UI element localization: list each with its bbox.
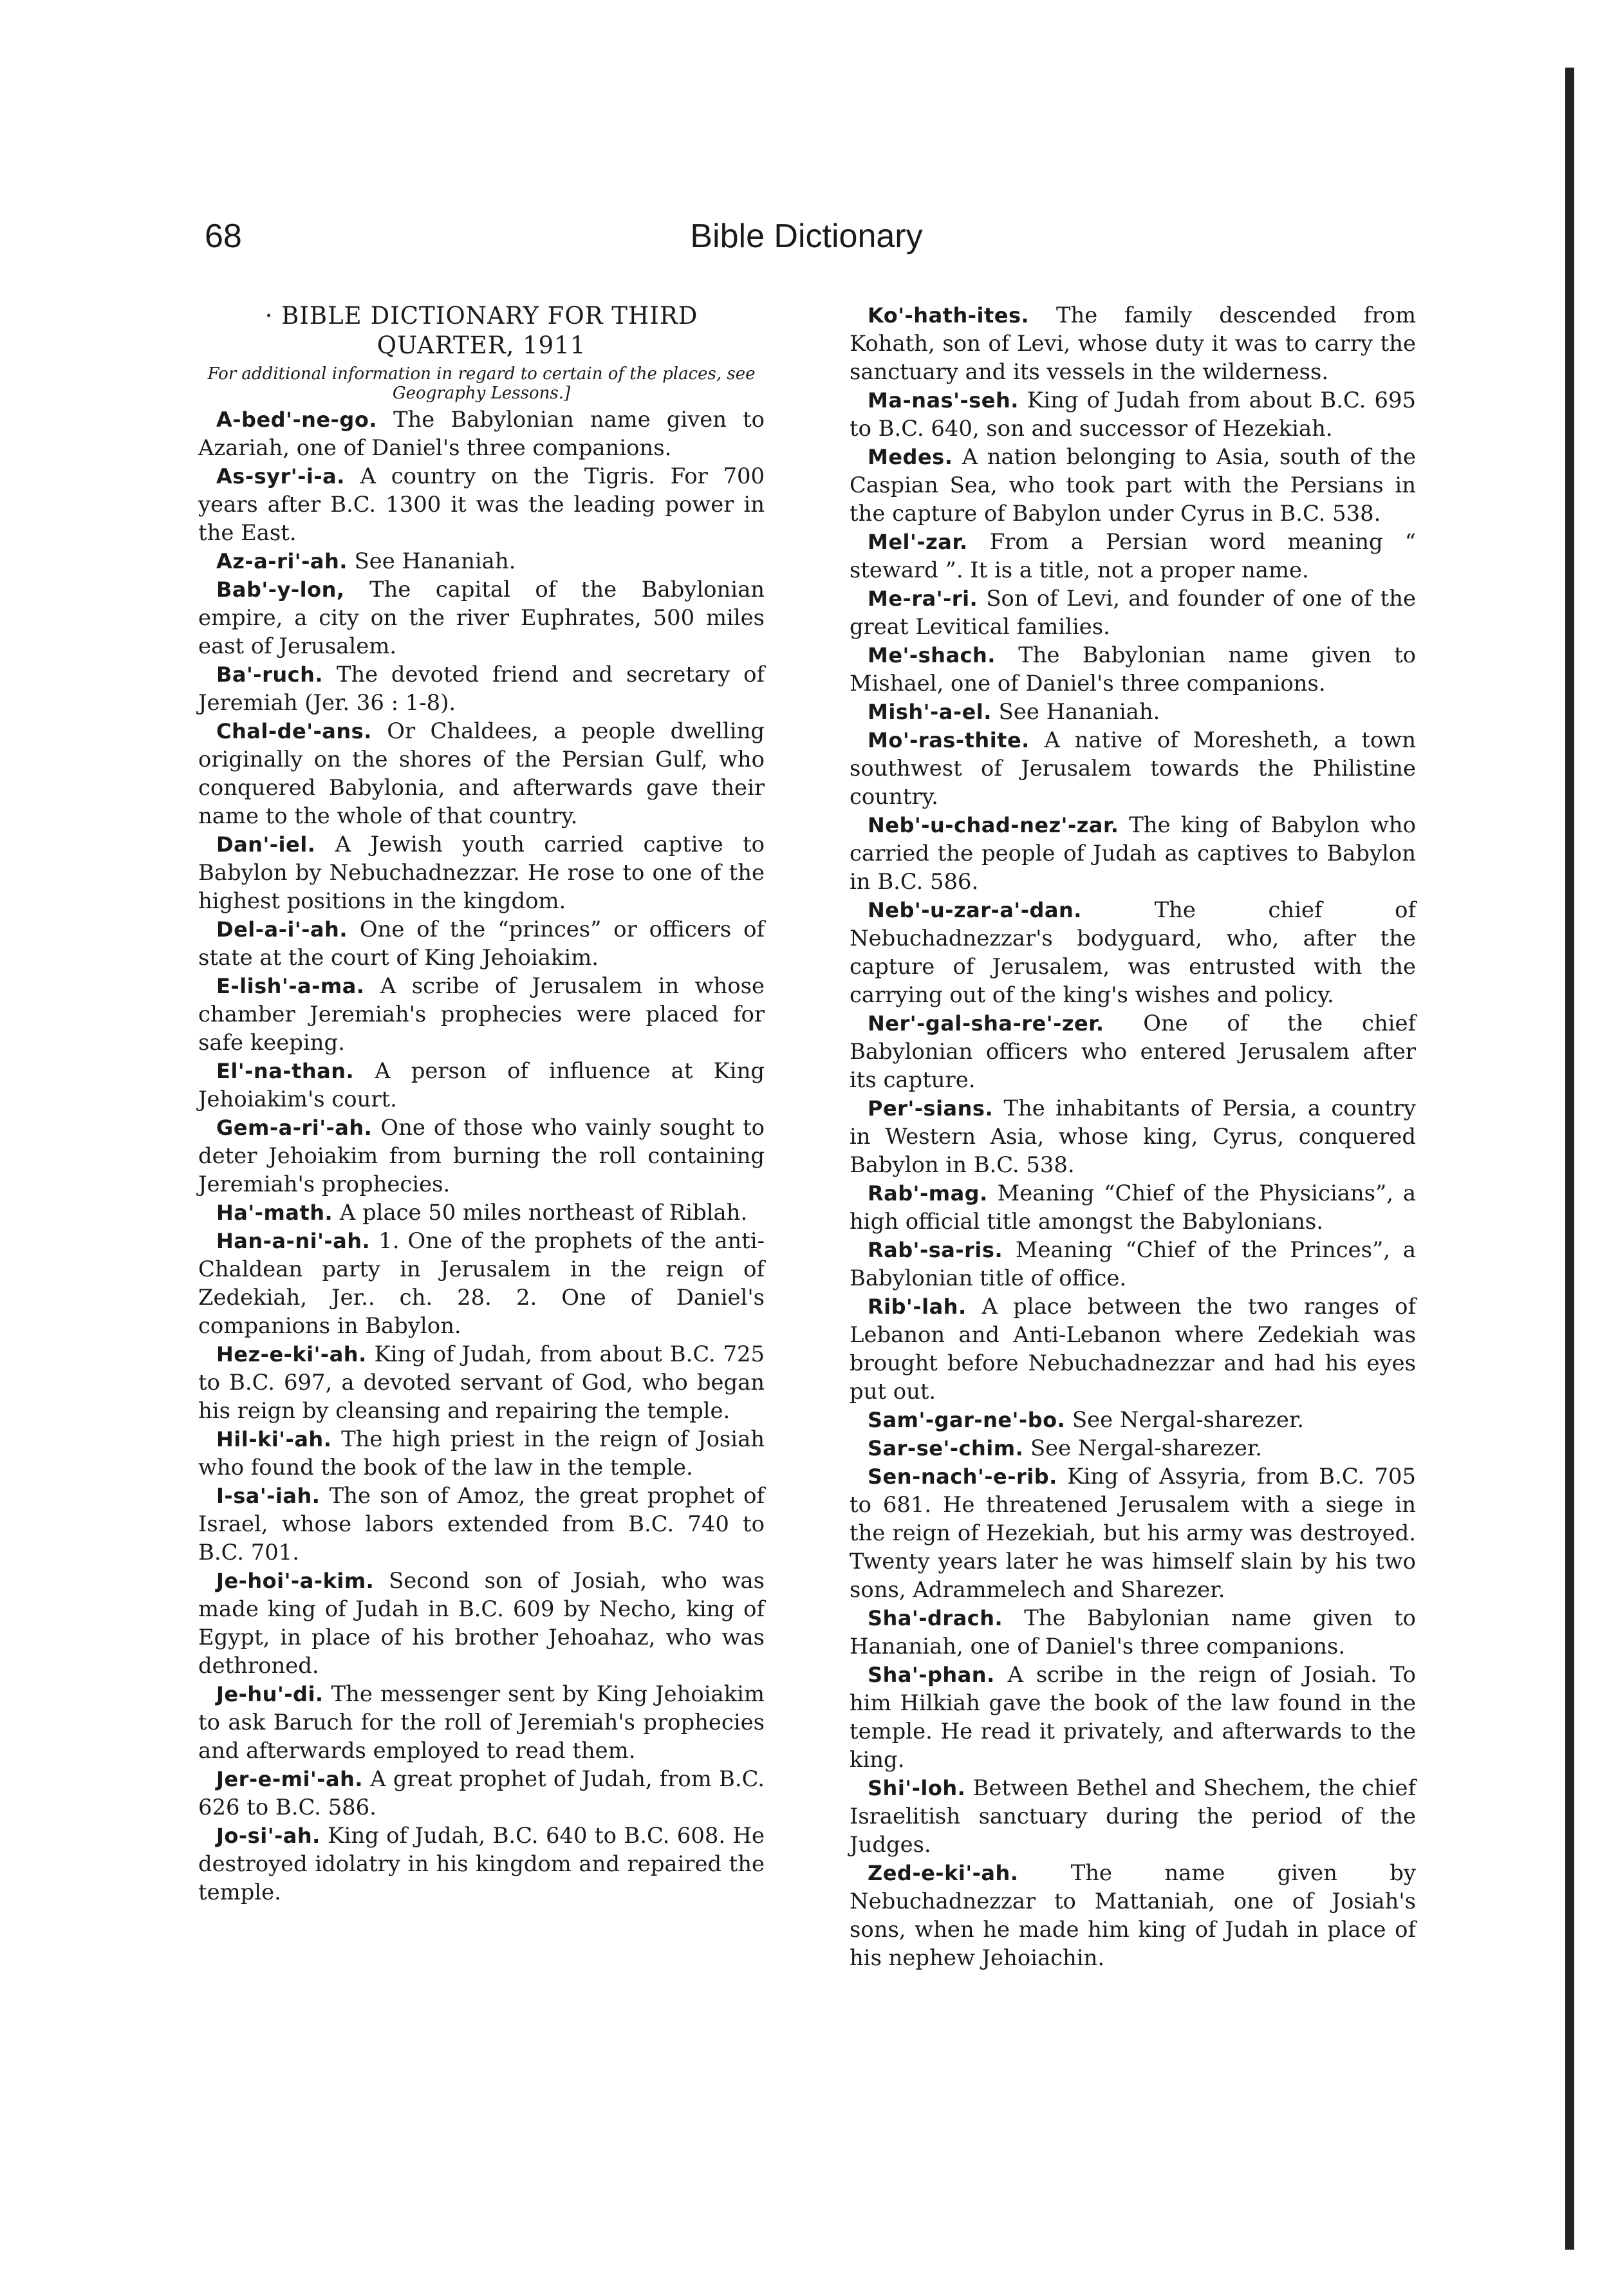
entry-definition: King of Assyria, from B.C. 705 to 681. He threatened Jerusalem with a siege in the reign of Hezekiah, but his army was destroyed. Twenty years later he was himself slain by his two sons, Adrammelech and Sharezer.: [850, 1464, 1417, 1602]
entry-term: Rab'-mag.: [868, 1181, 988, 1206]
entry-definition: A native of Moresheth, a town southwest of Jerusalem towards the Philistine country.: [850, 727, 1417, 809]
dictionary-entry: [198, 462, 765, 547]
dictionary-entry: [850, 1434, 1416, 1462]
entry-term: Ma-nas'-seh.: [868, 388, 1019, 413]
entry-definition: One of the chief Babylonian officers who entered Jerusalem after its capture.: [850, 1011, 1416, 1092]
entry-definition: Meaning “Chief of the Princes”, a Babylonian title of office.: [850, 1237, 1416, 1291]
entry-definition: Second son of Josiah, who was made king of Judah in B.C. 609 by Necho, king of Egypt, in place of his brother Jehoahaz, who was dethroned.: [198, 1568, 765, 1678]
dictionary-entry: [850, 386, 1416, 443]
dictionary-entry: [198, 1227, 765, 1340]
dictionary-entry: [198, 1482, 765, 1567]
entry-term: Me'-shach.: [868, 643, 996, 667]
entry-definition: A great prophet of Judah, from B.C. 626 to B.C. 586.: [198, 1766, 765, 1820]
dictionary-entry: [850, 1462, 1416, 1604]
entry-definition: The chief of Nebuchadnezzar's bodyguard, who, after the capture of Jerusalem, was entrusted with the carrying out of the king's wishes and policy.: [850, 897, 1416, 1007]
entry-term: Gem-a-ri'-ah.: [216, 1115, 373, 1140]
entry-term: Mel'-zar.: [868, 530, 968, 554]
page-number: 68: [205, 218, 242, 255]
entry-term: Me-ra'-ri.: [868, 586, 978, 611]
entry-term: As-syr'-i-a.: [216, 464, 345, 489]
dictionary-entry: [198, 1114, 765, 1199]
entry-term: Je-hoi'-a-kim.: [216, 1569, 375, 1593]
entry-definition: The capital of the Babylonian empire, a city on the river Euphrates, 500 miles east of Jerusalem.: [198, 577, 765, 658]
dictionary-entry: [198, 1199, 765, 1227]
entry-term: Rib'-lah.: [868, 1294, 967, 1319]
entry-term: Per'-sians.: [868, 1096, 994, 1121]
dictionary-entry: [850, 1179, 1416, 1236]
dictionary-entry: [850, 1859, 1416, 1972]
entry-term: Ha'-math.: [216, 1200, 333, 1225]
binding-edge: [1565, 68, 1574, 2250]
entry-definition: A nation belonging to Asia, south of the Caspian Sea, who took part with the Persians in the capture of Babylon under Cyrus in B.C. 538.: [850, 444, 1417, 526]
entry-term: Ko'-hath-ites.: [868, 303, 1030, 328]
entry-definition: The king of Babylon who carried the people of Judah as captives to Babylon in B.C. 586.: [850, 812, 1416, 894]
dictionary-entry: [850, 641, 1416, 698]
dictionary-entry: [850, 584, 1416, 641]
dictionary-entry: [198, 1425, 765, 1482]
entry-term: Mo'-ras-thite.: [868, 728, 1030, 752]
entry-term: Ba'-ruch.: [216, 662, 324, 687]
entry-definition: The family descended from Kohath, son of Levi, whose duty it was to carry the sanctuary and its vessels in the wilderness.: [850, 303, 1416, 384]
dictionary-entry: [850, 811, 1416, 896]
entry-definition: The Babylonian name given to Azariah, one of Daniel's three companions.: [198, 407, 765, 460]
entry-definition: See Hananiah.: [998, 699, 1160, 724]
dictionary-entry: [850, 896, 1416, 1009]
entry-term: Sam'-gar-ne'-bo.: [868, 1408, 1066, 1432]
entry-term: Hil-ki'-ah.: [216, 1427, 332, 1451]
dictionary-entry: [198, 660, 765, 717]
entry-definition: 1. One of the prophets of the anti-Chaldean party in Jerusalem in the reign of Zedekiah, Jer.. ch. 28. 2. One of Daniel's companions in Babylon.: [198, 1228, 765, 1338]
entry-definition: The Babylonian name given to Mishael, one of Daniel's three companions.: [850, 642, 1416, 696]
dictionary-entry: [850, 726, 1416, 811]
entry-definition: Between Bethel and Shechem, the chief Israelitish sanctuary during the period of the Judges.: [850, 1775, 1416, 1857]
entry-term: Del-a-i'-ah.: [216, 917, 348, 942]
entry-definition: See Nergal-sharezer.: [1030, 1435, 1263, 1461]
dictionary-entry: [198, 830, 765, 915]
entry-term: Rab'-sa-ris.: [868, 1238, 1003, 1262]
dictionary-entry: [198, 717, 765, 830]
entry-term: Sen-nach'-e-rib.: [868, 1464, 1057, 1489]
section-title: · BIBLE DICTIONARY FOR THIRD QUARTER, 1911: [265, 302, 698, 359]
dictionary-entry: [198, 915, 765, 972]
dictionary-entry: [198, 1765, 765, 1822]
entry-term: Medes.: [868, 445, 953, 469]
entry-definition: The Babylonian name given to Hananiah, one of Daniel's three companions.: [850, 1605, 1417, 1659]
entry-definition: A Jewish youth carried captive to Babylon by Nebuchadnezzar. He rose to one of the highest positions in the kingdom.: [198, 832, 765, 913]
dictionary-entry: [198, 1340, 765, 1425]
entry-definition: A place 50 miles northeast of Riblah.: [339, 1200, 748, 1225]
dictionary-entry: [850, 1236, 1416, 1293]
entry-definition: King of Judah from about B.C. 695 to B.C. 640, son and successor of Hezekiah.: [850, 387, 1416, 441]
entry-definition: A country on the Tigris. For 700 years after B.C. 1300 it was the leading power in the East.: [198, 463, 765, 545]
entry-term: A-bed'-ne-go.: [216, 407, 377, 432]
entry-definition: A scribe in the reign of Josiah. To him Hilkiah gave the book of the law found in the temple. He read it privately, and afterwards to the king.: [850, 1662, 1416, 1772]
dictionary-entry: [850, 1604, 1416, 1661]
entry-term: Hez-e-ki'-ah.: [216, 1342, 367, 1367]
dictionary-entry: [198, 575, 765, 660]
dictionary-entry: [198, 972, 765, 1057]
running-title: Bible Dictionary: [690, 218, 923, 255]
entry-term: Ner'-gal-sha-re'-zer.: [868, 1011, 1104, 1036]
entry-definition: The high priest in the reign of Josiah who found the book of the law in the temple.: [198, 1426, 765, 1480]
dictionary-entry: [850, 528, 1416, 584]
entry-term: Je-hu'-di.: [216, 1682, 324, 1706]
entry-definition: King of Judah, from about B.C. 725 to B.C. 697, a devoted servant of God, who began his reign by cleansing and repairing the temple.: [198, 1341, 765, 1423]
entry-term: E-lish'-a-ma.: [216, 974, 365, 998]
entry-definition: One of those who vainly sought to deter Jehoiakim from burning the roll containing Jeremiah's prophecies.: [198, 1115, 765, 1197]
entry-definition: The devoted friend and secretary of Jeremiah (Jer. 36 : 1-8).: [198, 662, 765, 715]
entry-definition: A scribe of Jerusalem in whose chamber Jeremiah's prophecies were placed for safe keeping.: [198, 973, 765, 1055]
entry-term: Neb'-u-chad-nez'-zar.: [868, 813, 1119, 837]
entry-definition: Or Chaldees, a people dwelling originally on the shores of the Persian Gulf, who conquered Babylonia, and afterwards gave their name to the whole of that country.: [198, 718, 765, 828]
dictionary-entry: [850, 1094, 1416, 1179]
dictionary-entry: [850, 443, 1416, 528]
entry-definition: A person of influence at King Jehoiakim's court.: [198, 1058, 765, 1112]
entry-term: El'-na-than.: [216, 1059, 355, 1083]
dictionary-entry: [850, 1009, 1416, 1094]
dictionary-entry: [850, 1774, 1416, 1859]
entry-term: Bab'-y-lon,: [216, 577, 345, 602]
entry-term: Sar-se'-chim.: [868, 1436, 1024, 1461]
left-column: [198, 301, 765, 1907]
right-column: [850, 301, 1416, 1972]
entry-term: Dan'-iel.: [216, 832, 316, 857]
entry-term: Chal-de'-ans.: [216, 719, 372, 743]
dictionary-entry: [850, 301, 1416, 386]
dictionary-entry: [198, 547, 765, 575]
entry-definition: One of the “princes” or officers of state at the court of King Jehoiakim.: [198, 917, 765, 970]
entry-term: Jer-e-mi'-ah.: [216, 1767, 364, 1791]
entry-definition: The name given by Nebuchadnezzar to Mattaniah, one of Josiah's sons, when he made him king of Judah in place of his nephew Jehoiachin.: [850, 1860, 1416, 1970]
entry-definition: A place between the two ranges of Lebanon and Anti-Lebanon where Zedekiah was brought before Nebuchadnezzar and had his eyes put out.: [850, 1294, 1416, 1404]
entry-term: Han-a-ni'-ah.: [216, 1229, 371, 1253]
entry-definition: From a Persian word meaning “ steward ”. It is a title, not a proper name.: [850, 529, 1416, 583]
dictionary-entry: [850, 698, 1416, 726]
entry-term: Sha'-phan.: [868, 1663, 995, 1687]
dictionary-entry: [198, 1822, 765, 1907]
entry-term: Sha'-drach.: [868, 1606, 1003, 1630]
dictionary-entry: [198, 1680, 765, 1765]
dictionary-entry: [850, 1661, 1416, 1774]
dictionary-entry: [850, 1406, 1416, 1434]
section-note: For additional information in regard to certain of the places, see Geography Lessons.]: [207, 364, 756, 403]
dictionary-entry: [850, 1293, 1416, 1406]
entry-term: Jo-si'-ah.: [216, 1824, 321, 1848]
entry-term: Neb'-u-zar-a'-dan.: [868, 898, 1082, 922]
entry-definition: The messenger sent by King Jehoiakim to ask Baruch for the roll of Jeremiah's prophecies and afterwards employed to read them.: [198, 1681, 765, 1763]
entry-definition: The son of Amoz, the great prophet of Israel, whose labors extended from B.C. 740 to B.C. 701.: [198, 1483, 765, 1565]
entry-term: Az-a-ri'-ah.: [216, 549, 348, 574]
entry-definition: See Nergal-sharezer.: [1072, 1407, 1305, 1432]
entry-definition: See Hananiah.: [354, 548, 516, 574]
entry-term: Zed-e-ki'-ah.: [868, 1861, 1019, 1885]
dictionary-entry: [198, 1057, 765, 1114]
entry-definition: Son of Levi, and founder of one of the great Levitical families.: [850, 586, 1416, 639]
entry-term: I-sa'-iah.: [216, 1484, 321, 1508]
entry-term: Mish'-a-el.: [868, 700, 992, 724]
dictionary-entry: [198, 1567, 765, 1680]
entry-term: Shi'-loh.: [868, 1776, 966, 1800]
entry-definition: King of Judah, B.C. 640 to B.C. 608. He destroyed idolatry in his kingdom and repaired the temple.: [198, 1823, 765, 1905]
dictionary-entry: [198, 406, 765, 462]
entry-definition: Meaning “Chief of the Physicians”, a high official title amongst the Babylonians.: [850, 1181, 1416, 1234]
entry-definition: The inhabitants of Persia, a country in Western Asia, whose king, Cyrus, conquered Babylon in B.C. 538.: [850, 1096, 1416, 1177]
